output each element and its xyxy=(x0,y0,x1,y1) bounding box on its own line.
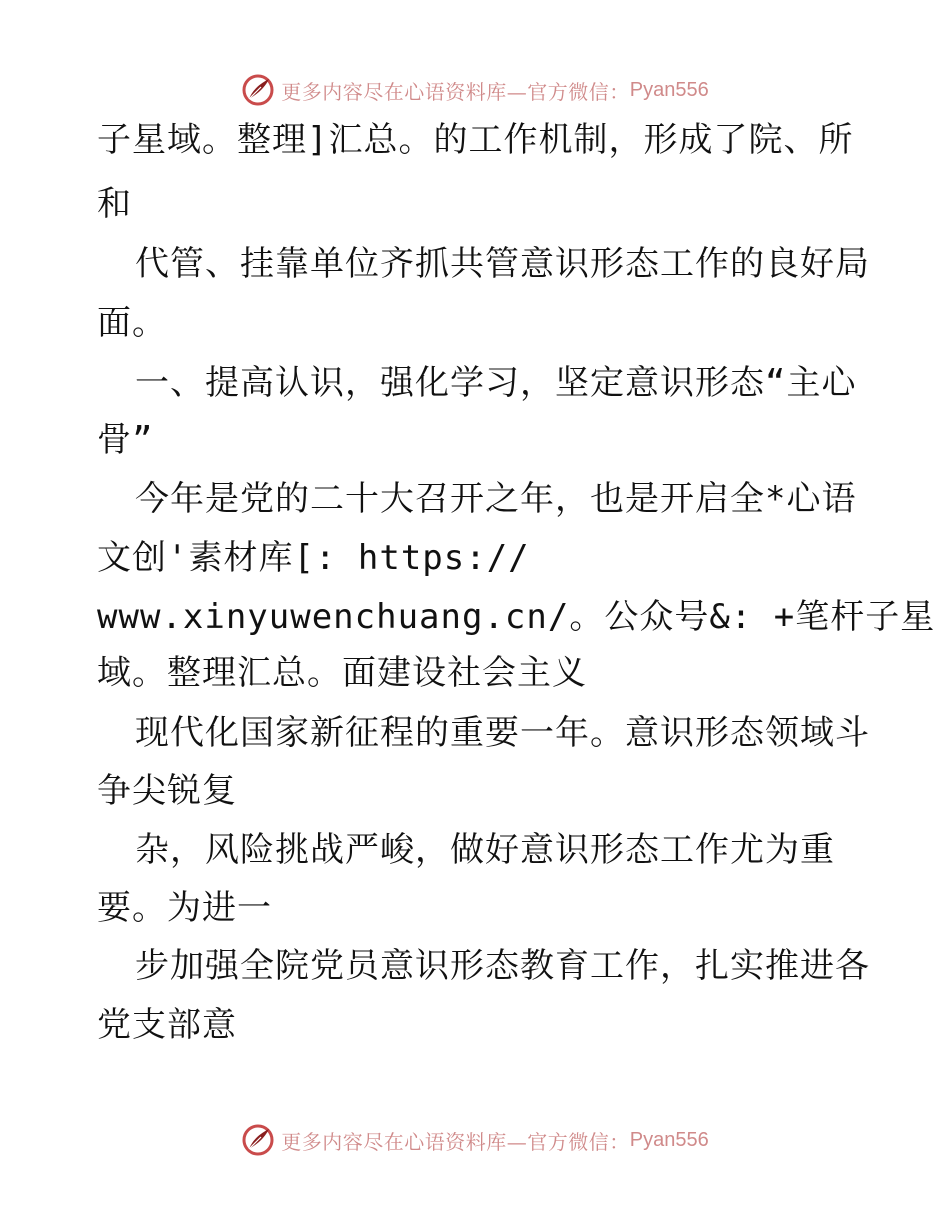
watermark-wechat-id: Pyan556 xyxy=(629,1128,709,1151)
body-line: 面。 xyxy=(97,303,167,343)
body-line: 和 xyxy=(97,184,132,224)
body-line: 文创'素材库[: https:// xyxy=(97,538,530,578)
feather-pen-logo-icon xyxy=(241,1123,275,1157)
watermark-text: 更多内容尽在心语资料库—官方微信： xyxy=(281,79,630,104)
body-line: 域。整理汇总。面建设社会主义 xyxy=(97,653,587,693)
feather-pen-logo-icon xyxy=(241,73,275,107)
header-watermark-banner xyxy=(0,70,950,110)
body-line: www.xinyuwenchuang.cn/。公众号&: +笔杆子星 xyxy=(97,597,936,637)
body-line: 党支部意 xyxy=(97,1005,237,1045)
body-line: 骨” xyxy=(97,420,154,460)
body-line: 今年是党的二十大召开之年，也是开启全*心语 xyxy=(135,479,857,519)
body-line: 一、提高认识，强化学习，坚定意识形态“主心 xyxy=(135,363,857,403)
footer-watermark-banner xyxy=(0,1120,950,1160)
watermark-wechat-id: Pyan556 xyxy=(629,78,709,101)
body-line: 步加强全院党员意识形态教育工作，扎实推进各 xyxy=(135,946,870,986)
body-line: 子星域。整理]汇总。的工作机制，形成了院、所 xyxy=(97,120,854,160)
body-line: 要。为进一 xyxy=(97,888,272,928)
watermark-text: 更多内容尽在心语资料库—官方微信： xyxy=(281,1129,630,1154)
body-line: 杂，风险挑战严峻，做好意识形态工作尤为重 xyxy=(135,830,835,870)
body-line: 现代化国家新征程的重要一年。意识形态领域斗 xyxy=(135,713,870,753)
body-line: 争尖锐复 xyxy=(97,771,237,811)
body-line: 代管、挂靠单位齐抓共管意识形态工作的良好局 xyxy=(135,244,870,284)
